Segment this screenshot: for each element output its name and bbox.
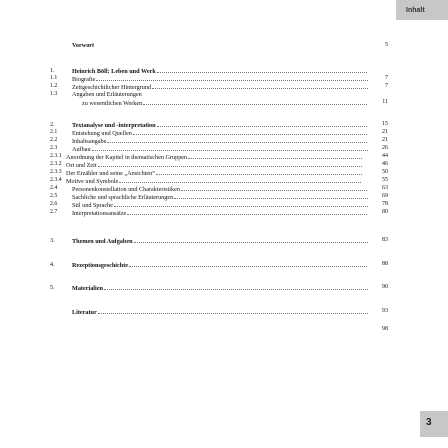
toc-page: 21 <box>382 129 388 135</box>
toc-title: Sachliche und sprachliche Erläuterungen <box>72 194 174 201</box>
toc-page: 26 <box>382 145 388 151</box>
toc-entry-1-3[interactable] <box>0 91 448 107</box>
toc-title: Anordnung der Kapitel in thematischen Gruppen <box>66 154 188 161</box>
toc-title: Motive und Symbole <box>66 178 119 185</box>
toc-number: 3. <box>50 237 55 244</box>
toc-number: 1.3 <box>50 91 58 97</box>
toc-title: Themen und Aufgaben <box>72 238 133 245</box>
toc-number: 2.7 <box>50 209 58 215</box>
toc-title: Personenkonstellation und Charakteristiken <box>72 186 180 193</box>
page-number <box>420 411 448 437</box>
toc-page: 11 <box>382 99 388 105</box>
toc-title: Interpretationsansätze <box>72 210 127 217</box>
toc-title: Vorwort <box>72 42 95 49</box>
section-tab-label: Inhalt <box>406 7 425 14</box>
toc-page: 78 <box>382 201 388 207</box>
toc-title: Zeitgeschichtlicher Hintergrund <box>72 84 152 91</box>
toc-title: Stil und Sprache <box>72 202 113 209</box>
toc-title: Der Erzähler und seine „Ansichten“ <box>66 170 155 177</box>
toc-title: Entstehung und Quellen <box>72 130 132 137</box>
toc-entry-5[interactable] <box>0 284 448 294</box>
toc-number: 1.2 <box>50 83 58 89</box>
toc-entry-4[interactable] <box>0 261 448 271</box>
toc-number: 2.4 <box>50 185 58 191</box>
toc-title: Biografie <box>72 76 96 83</box>
toc-page: 88 <box>382 261 388 267</box>
toc-page: 50 <box>382 169 388 175</box>
toc-entry-vorwort[interactable] <box>0 42 448 52</box>
toc-number: 4. <box>50 261 55 268</box>
toc-title: Materialien <box>72 285 103 292</box>
toc-page: 83 <box>382 237 388 243</box>
toc-title: Rezeptionsgeschichte <box>72 262 129 269</box>
toc-page: 44 <box>382 153 388 159</box>
toc-number: 2.2 <box>50 137 58 143</box>
toc-page: 63 <box>382 185 388 191</box>
toc-page: 55 <box>382 177 388 183</box>
toc-title: Inhaltsangabe <box>72 138 107 145</box>
toc-page: 93 <box>382 308 388 314</box>
toc-page: 7 <box>385 83 388 89</box>
toc-number: 2.1 <box>50 129 58 135</box>
toc-page: 15 <box>382 121 388 127</box>
toc-page: 69 <box>382 193 388 199</box>
toc-extra-page <box>0 326 448 336</box>
toc-number: 2. <box>50 121 55 128</box>
toc-page: 46 <box>382 161 388 167</box>
toc-page: 80 <box>382 209 388 215</box>
toc-page: 5 <box>385 42 388 48</box>
toc-number: 5. <box>50 284 55 291</box>
toc-page: 98 <box>382 326 388 332</box>
toc-number: 2.6 <box>50 201 58 207</box>
toc-title: Angaben und Erläuterungen <box>72 91 142 98</box>
section-tab <box>396 0 448 20</box>
toc-entry-2-7[interactable] <box>0 209 448 219</box>
toc-page: 90 <box>382 284 388 290</box>
toc-title: Heinrich Böll: Leben und Werk <box>72 68 156 75</box>
toc-number: 2.3.1 <box>50 153 62 159</box>
toc-number: 2.3.4 <box>50 177 62 183</box>
page-number-label: 3 <box>426 417 432 428</box>
toc-entry-3[interactable] <box>0 237 448 247</box>
toc-entry-literatur[interactable] <box>0 308 448 318</box>
toc-title-line2: zu wesentlichen Werken <box>82 100 143 107</box>
toc-page: 21 <box>382 137 388 143</box>
toc-number: 1.1 <box>50 75 58 81</box>
toc-title: Textanalyse und -interpretation <box>72 122 156 129</box>
toc-number: 2.3 <box>50 145 58 151</box>
toc-number: 2.3.2 <box>50 161 62 167</box>
toc-number: 2.5 <box>50 193 58 199</box>
toc-number: 2.3.3 <box>50 169 62 175</box>
toc-title: Aufbau <box>72 146 91 153</box>
toc-title: Literatur <box>72 309 97 316</box>
toc-page: 7 <box>385 75 388 81</box>
toc-number: 1. <box>50 67 55 74</box>
toc-title: Ort und Zeit <box>66 162 97 169</box>
